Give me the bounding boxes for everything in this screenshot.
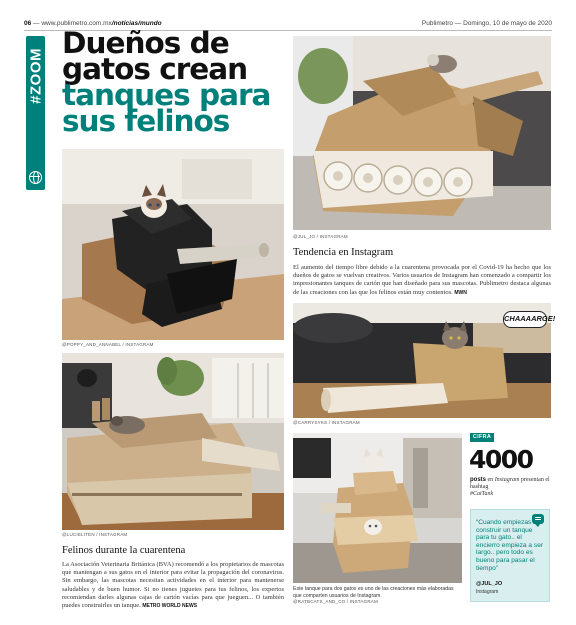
photo-1-credit: @POPPY_AND_ANNABEL / INSTAGRAM: [62, 342, 154, 347]
quote-network: Instagram: [476, 589, 499, 595]
photo-cardboard-tank-couch: [293, 36, 551, 230]
photo-cat-black-tank: [62, 149, 284, 340]
quote-box: [470, 509, 550, 602]
photo-big-cardboard-tank: [62, 353, 284, 530]
photo-3-credit: @JUL_JO / INSTAGRAM: [293, 234, 348, 239]
quote-author: @JUL_JO: [476, 581, 503, 587]
header-separator: —: [31, 20, 42, 27]
bottom-caption-text: Este tanque para dos gatos es uno de las creaciones más elaboradas que comparten usuarios de Instagram.: [293, 586, 454, 599]
page-number: 06: [24, 20, 32, 27]
cifra-hashtag: #CatTank: [470, 491, 494, 498]
section-path: /noticias/mundo: [111, 20, 162, 27]
globe-icon: [29, 171, 42, 184]
cifra-number: 4000: [469, 445, 533, 474]
photo-4-credit: @CARRYSYKS / INSTAGRAM: [293, 420, 360, 425]
section-1-signature: MWN: [454, 289, 467, 296]
cifra-desc-italic: Instagram: [494, 477, 520, 483]
cifra-tag: CIFRA: [470, 433, 494, 442]
headline-line-3: tanques para: [62, 78, 271, 112]
article-headline: [62, 26, 294, 138]
page-header-date: Publimetro — Domingo, 10 de mayo de 2020: [421, 20, 552, 27]
cifra-desc-bold: posts: [470, 477, 487, 483]
section-1-body: [293, 264, 551, 297]
zoom-label: #ZOOM: [27, 48, 44, 104]
cifra-description: [470, 477, 550, 499]
section-1-text: El aumento del tiempo libre debido a la cuarentena provocada por el Covid-19 ha hecho que los dueños de gatos se vuelvan creativos. Varios usuarios de Instagram han comenzado a compartir los impresionantes tanques de cartón que han diseñado para sus mascotas. Publimetro destaca algunas de las creaciones con las que los felinos están muy contentos.: [293, 264, 551, 296]
section-2-body: [62, 561, 284, 610]
speech-bubble: CHAAAARGE!: [503, 311, 547, 328]
quote-text: “Cuando empiezas a construir un tanque para tu gato.. el encierro empieza a ser largo.. pero todo es bueno para pasar el tiempo”: [476, 519, 544, 572]
cifra-desc-1: en: [486, 477, 495, 483]
cifra-desc-2: presentan el hashtag: [470, 477, 550, 491]
photo-two-cat-tank: [293, 433, 462, 583]
bottom-photo-caption: [293, 586, 462, 606]
section-1-title: Tendencia en Instagram: [293, 247, 394, 258]
headline-line-1: Dueños de: [62, 26, 229, 60]
site-url: www.publimetro.com.mx: [41, 20, 112, 27]
photo-5-credit: @RATBCATS_AND_CO / INSTAGRAM: [293, 599, 378, 605]
section-2-signature: METRO WORLD NEWS: [142, 603, 198, 610]
headline-line-4: sus felinos: [62, 104, 230, 138]
section-2-title: Felinos durante la cuarentena: [62, 545, 186, 556]
headline-line-2: gatos crean: [62, 52, 248, 86]
zoom-section-band: [26, 36, 45, 190]
section-2-text: La Asociación Veterinaria Británica (BVA) recomendó a los propietarios de mascotas que mantengan a sus gatos en el interior para evitar la propagación del coronavirus. Sin embargo, las mascotas necesitan actividades en el interior para mantenerse saludables y de buen humor. Si no tienes juguetes para tus felinos, los expertos recomiendan darles algunas cajas de cartón vacías para que jueguen... O también puedes construirles un tanque.: [62, 561, 284, 610]
photo-2-credit: @LUCIELITEN / INSTAGRAM: [62, 532, 128, 537]
